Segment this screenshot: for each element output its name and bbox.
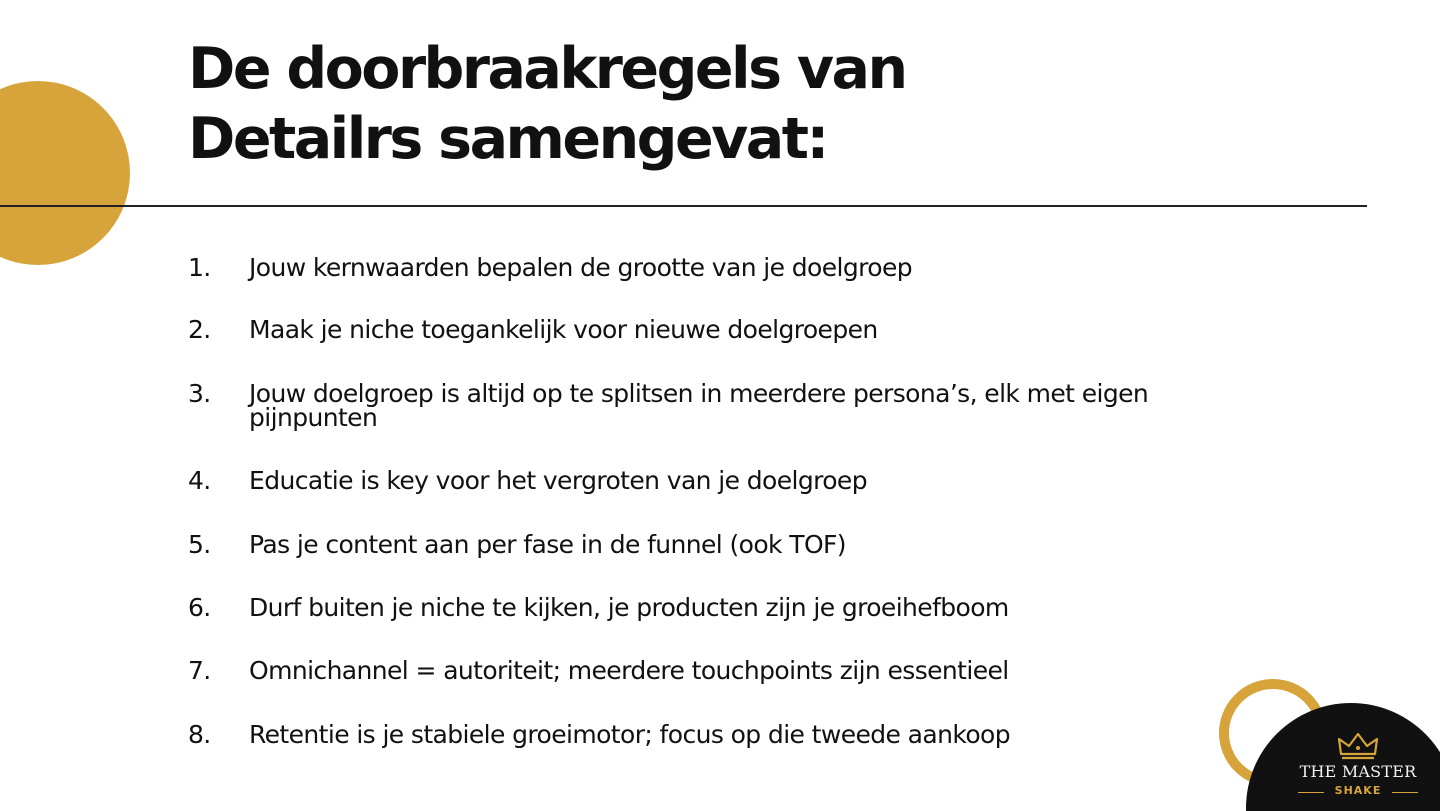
item-text: Pas je content aan per fase in de funnel (ook TOF) — [249, 530, 846, 559]
item-number: 3. — [188, 379, 211, 408]
item-text: Retentie is je stabiele groeimotor; focus op die tweede aankoop — [249, 720, 1011, 749]
item-number: 4. — [188, 466, 211, 495]
item-text: Durf buiten je niche te kijken, je producten zijn je groeihefboom — [249, 593, 1009, 622]
item-number: 5. — [188, 530, 211, 559]
item-text: Jouw doelgroep is altijd op te splitsen in meerdere persona’s, elk met eigen pijnpunten — [249, 379, 1149, 432]
item-number: 6. — [188, 593, 211, 622]
item-text: Jouw kernwaarden bepalen de grootte van je doelgroep — [249, 253, 913, 282]
title-line-1: De doorbraakregels van — [188, 36, 906, 102]
brand-rule-left — [1298, 792, 1324, 793]
item-number: 1. — [188, 253, 211, 282]
decorative-gold-circle — [0, 81, 130, 265]
item-number: 7. — [188, 656, 211, 685]
title-line-2: Detailrs samengevat: — [188, 106, 827, 172]
brand-subtitle: SHAKE — [1334, 784, 1382, 797]
slide-title — [188, 34, 906, 174]
brand-rule-right — [1392, 792, 1418, 793]
item-number: 2. — [188, 315, 211, 344]
brand-name: THE MASTER — [1299, 762, 1417, 781]
item-number: 8. — [188, 720, 211, 749]
item-text: Omnichannel = autoriteit; meerdere touchpoints zijn essentieel — [249, 656, 1009, 685]
title-divider — [0, 205, 1367, 207]
crown-icon — [1337, 732, 1379, 760]
item-text: Maak je niche toegankelijk voor nieuwe doelgroepen — [249, 315, 878, 344]
item-text: Educatie is key voor het vergroten van je doelgroep — [249, 466, 867, 495]
